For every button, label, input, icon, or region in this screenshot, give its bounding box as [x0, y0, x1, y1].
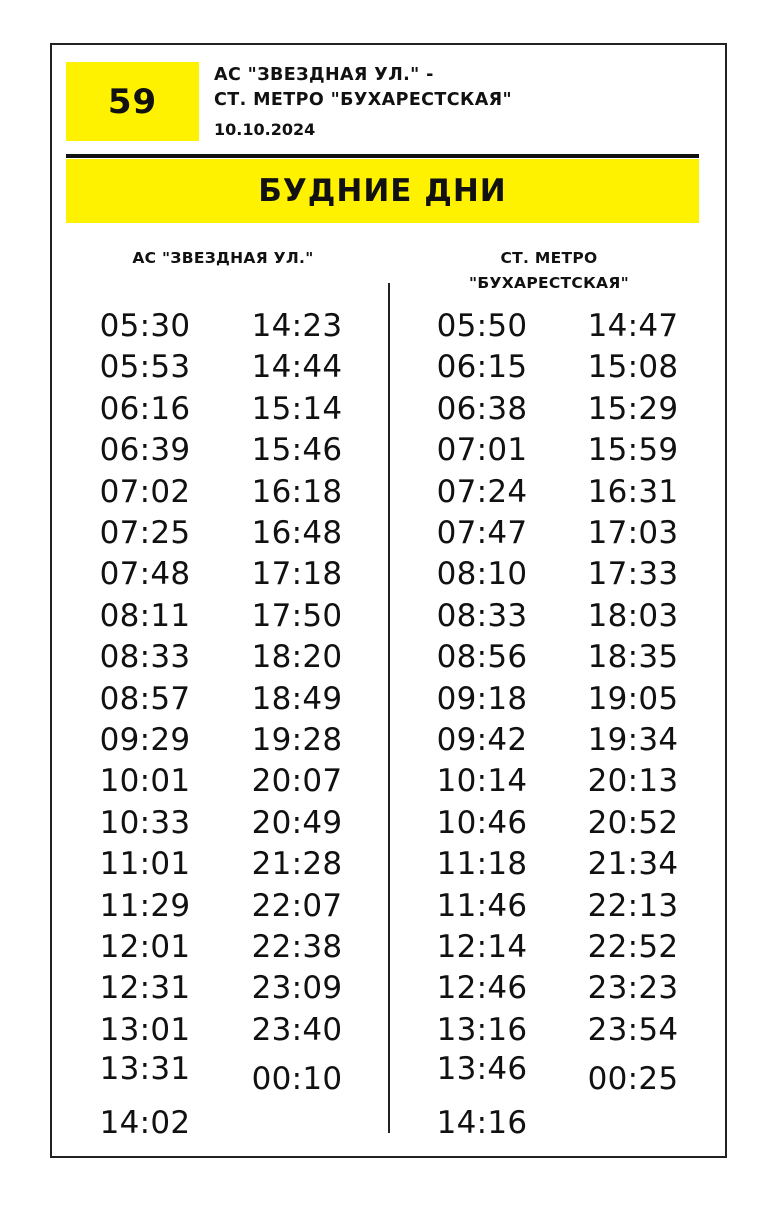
to-stop-time: 23:23 [587, 970, 679, 1007]
route-date: 10.10.2024 [214, 120, 316, 139]
from-stop-time: 18:49 [251, 680, 343, 717]
to-stop-time: 17:33 [587, 556, 679, 593]
to-stop-time: 08:56 [436, 639, 528, 676]
from-stop-time: 08:57 [99, 680, 191, 717]
to-stop-time: 13:16 [436, 1011, 528, 1048]
to-stop-time: 14:47 [587, 308, 679, 344]
to-stop-header-line1: СТ. МЕТРО [500, 249, 598, 267]
from-stop-time: 13:01 [99, 1011, 191, 1048]
from-stop-time: 07:02 [99, 473, 191, 510]
to-stop-time: 05:50 [436, 308, 528, 344]
from-stop-time: 08:33 [99, 639, 191, 676]
from-stop-time: 18:20 [251, 639, 343, 676]
route-title-line2: СТ. МЕТРО "БУХАРЕСТСКАЯ" [214, 90, 513, 110]
to-stop-time: 23:54 [587, 1011, 679, 1048]
route-number: 59 [107, 81, 158, 122]
from-stop-time: 21:28 [251, 846, 343, 883]
from-stop-time: 17:50 [251, 597, 343, 634]
from-stop-time: 14:44 [251, 349, 343, 386]
to-stop-time: 11:46 [436, 887, 528, 924]
to-stop-time: 10:46 [436, 804, 528, 841]
to-stop-time: 22:52 [587, 929, 679, 965]
from-stop-time: 06:16 [99, 390, 191, 427]
from-stop-time: 11:29 [99, 887, 191, 924]
to-stop-time: 00:25 [587, 1061, 679, 1098]
to-stop-time: 12:46 [436, 970, 528, 1007]
route-title [214, 63, 512, 113]
from-stop-time: 05:53 [99, 349, 191, 386]
column-divider [388, 283, 390, 1133]
from-stop-time: 07:25 [99, 515, 191, 551]
from-stop-time: 12:31 [99, 970, 191, 1007]
from-stop-header [88, 246, 358, 271]
from-stop-time: 13:31 [99, 1051, 191, 1088]
to-stop-time: 16:31 [587, 473, 679, 510]
to-stop-time: 19:05 [587, 680, 679, 717]
from-stop-header-line1: АС "ЗВЕЗДНАЯ УЛ." [132, 249, 314, 267]
to-stop-time: 20:13 [587, 763, 679, 800]
to-stop-time: 20:52 [587, 804, 679, 841]
from-stop-time: 23:09 [251, 970, 343, 1007]
to-stop-time: 14:16 [436, 1104, 528, 1141]
from-stop-time: 09:29 [99, 722, 191, 758]
from-stop-time: 10:33 [99, 804, 191, 841]
to-stop-time: 09:42 [436, 722, 528, 758]
to-stop-time: 12:14 [436, 929, 528, 965]
route-title-line1: АС "ЗВЕЗДНАЯ УЛ." - [214, 65, 434, 85]
from-stop-time: 10:01 [99, 763, 191, 800]
to-stop-time: 15:29 [587, 390, 679, 427]
from-stop-time: 20:07 [251, 763, 343, 800]
to-stop-time: 21:34 [587, 846, 679, 883]
to-stop-time: 08:10 [436, 556, 528, 593]
from-stop-time: 20:49 [251, 804, 343, 841]
from-stop-time: 17:18 [251, 556, 343, 593]
to-stop-time: 10:14 [436, 763, 528, 800]
to-stop-time: 22:13 [587, 887, 679, 924]
to-stop-time: 18:03 [587, 597, 679, 634]
to-stop-time: 17:03 [587, 515, 679, 551]
day-type-label: БУДНИЕ ДНИ [258, 173, 507, 209]
to-stop-time: 07:24 [436, 473, 528, 510]
from-stop-time: 19:28 [251, 722, 343, 758]
from-stop-time: 14:02 [99, 1104, 191, 1141]
header-rule [66, 154, 699, 158]
to-stop-time: 09:18 [436, 680, 528, 717]
from-stop-time: 06:39 [99, 432, 191, 469]
to-stop-header-line2: "БУХАРЕСТСКАЯ" [469, 274, 629, 292]
from-stop-time: 22:38 [251, 929, 343, 965]
to-stop-time: 11:18 [436, 846, 528, 883]
to-stop-time: 15:08 [587, 349, 679, 386]
from-stop-time: 16:48 [251, 515, 343, 551]
from-stop-time: 07:48 [99, 556, 191, 593]
to-stop-time: 06:38 [436, 390, 528, 427]
to-stop-time: 07:01 [436, 432, 528, 469]
from-stop-time: 15:46 [251, 432, 343, 469]
to-stop-time: 07:47 [436, 515, 528, 551]
from-stop-time: 11:01 [99, 846, 191, 883]
from-stop-time: 14:23 [251, 308, 343, 344]
route-number-badge [66, 62, 199, 141]
to-stop-time: 15:59 [587, 432, 679, 469]
from-stop-time: 05:30 [99, 308, 191, 344]
from-stop-time: 08:11 [99, 597, 191, 634]
to-stop-time: 18:35 [587, 639, 679, 676]
from-stop-time: 15:14 [251, 390, 343, 427]
to-stop-time: 19:34 [587, 722, 679, 758]
from-stop-time: 23:40 [251, 1011, 343, 1048]
from-stop-time: 12:01 [99, 929, 191, 965]
from-stop-time: 16:18 [251, 473, 343, 510]
from-stop-time: 00:10 [251, 1061, 343, 1098]
to-stop-time: 06:15 [436, 349, 528, 386]
to-stop-time: 13:46 [436, 1051, 528, 1088]
to-stop-time: 08:33 [436, 597, 528, 634]
from-stop-time: 22:07 [251, 887, 343, 924]
to-stop-header [410, 246, 688, 296]
day-type-banner [66, 159, 699, 223]
